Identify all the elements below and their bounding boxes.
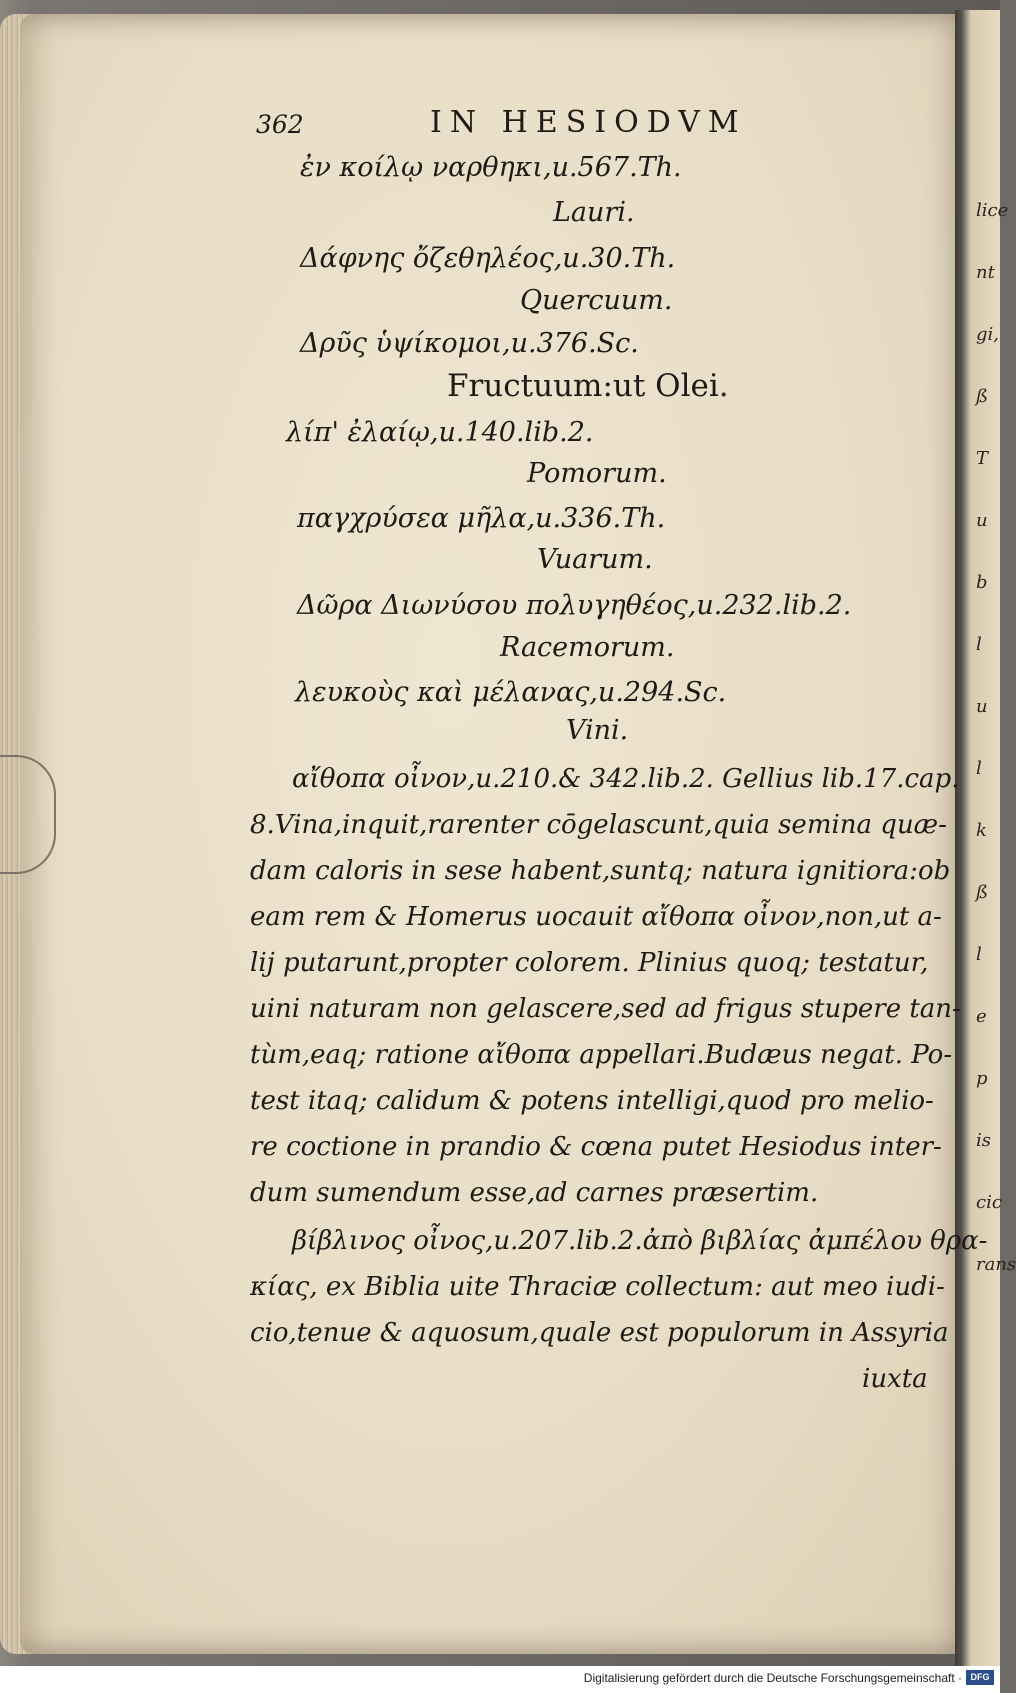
entry-heading: Racemorum. [500, 632, 675, 663]
margin-fragment: u [976, 510, 988, 531]
paragraph-line: eam rem & Homerus uocauit αἴθοπα οἶνον,non,ut a- [250, 902, 942, 932]
entry-heading: Lauri. [553, 197, 635, 228]
entry-heading: Fructuum:ut Olei. [447, 368, 729, 404]
entry-heading: Pomorum. [527, 458, 667, 489]
paragraph-line: dam caloris in sese habent,suntq; natura ignitiora:ob [250, 856, 951, 886]
margin-fragment: e [976, 1006, 987, 1027]
margin-fragment: rans [976, 1254, 1016, 1275]
entry-line: Δῶρα Διωνύσου πολυγηθέος,u.232.lib.2. [297, 590, 852, 621]
entry-line: παγχρύσεα μῆλα,u.336.Th. [297, 503, 666, 534]
paragraph-line: βίβλινος οἶνος,u.207.lib.2.ἀπὸ βιβλίας ἀμπέλου θρα- [292, 1226, 988, 1256]
clasp-mark [0, 755, 56, 874]
margin-fragment: l [976, 634, 982, 655]
entry-line: Δρῦς ὑψίκομοι,u.376.Sc. [300, 328, 639, 359]
entry-heading: Quercuum. [520, 285, 673, 316]
paragraph-line: uini naturam non gelascere,sed ad frigus stupere tan- [250, 994, 961, 1024]
entry-line: Δάφνης ὄζεθηλέος,u.30.Th. [300, 243, 676, 274]
margin-fragment: lice [976, 200, 1009, 221]
margin-fragment: nt [976, 262, 995, 283]
paragraph-line: cio,tenue & aquosum,quale est populorum in Assyria [250, 1318, 949, 1348]
paragraph-line: tùm,eaq; ratione αἴθοπα appellari.Budæus negat. Po- [250, 1040, 953, 1070]
margin-fragment: gi, [976, 324, 1000, 345]
entry-heading: Vini. [566, 715, 629, 746]
running-head-title: IN HESIODVM [430, 105, 747, 140]
paragraph-line: test itaq; calidum & potens intelligi,quod pro melio- [250, 1086, 934, 1116]
entry-line: ἐν κοίλῳ ναρθηκι,u.567.Th. [300, 152, 682, 183]
margin-fragment: ß [976, 386, 989, 407]
entry-line: λευκοὺς καὶ μέλανας,u.294.Sc. [295, 677, 727, 708]
paragraph-line: αἴθοπα οἶνον,u.210.& 342.lib.2. Gellius lib.17.cap. [292, 764, 960, 794]
margin-fragment: k [976, 820, 987, 841]
catchword: iuxta [862, 1364, 928, 1394]
margin-fragment: is [976, 1130, 991, 1151]
page-number: 362 [256, 110, 304, 139]
paragraph-line: dum sumendum esse,ad carnes præsertim. [250, 1178, 819, 1208]
entry-line: λίπ' ἐλαίῳ,u.140.lib.2. [286, 417, 594, 448]
margin-fragment: T [976, 448, 989, 469]
margin-fragment: p [976, 1068, 988, 1089]
margin-fragment: ß [976, 882, 989, 903]
paragraph-line: κίας, ex Biblia uite Thraciæ collectum: aut meo iudi- [250, 1272, 945, 1302]
margin-fragment: b [976, 572, 988, 593]
margin-fragment: l [976, 944, 982, 965]
dfg-logo: DFG [966, 1670, 994, 1685]
facing-page-margin-text [976, 180, 1016, 1480]
paragraph-line: 8.Vina,inquit,rarenter cōgelascunt,quia semina quæ- [250, 810, 947, 840]
paragraph-line: re coctione in prandio & cœna putet Hesiodus inter- [250, 1132, 942, 1162]
margin-fragment: u [976, 696, 988, 717]
entry-heading: Vuarum. [537, 544, 653, 575]
margin-fragment: l [976, 758, 982, 779]
margin-fragment: cic [976, 1192, 1002, 1213]
paragraph-line: lij putarunt,propter colorem. Plinius quoq; testatur, [250, 948, 929, 978]
funding-notice: Digitalisierung gefördert durch die Deutsche Forschungsgemeinschaft · [583, 1671, 962, 1685]
